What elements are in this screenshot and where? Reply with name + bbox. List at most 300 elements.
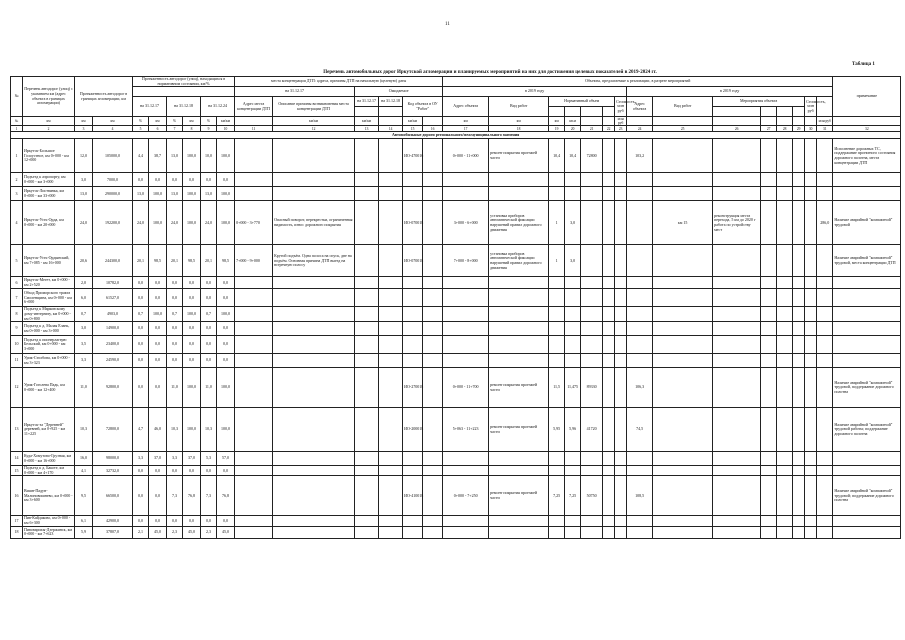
volume-2: 7,25 xyxy=(565,476,581,516)
table-row xyxy=(11,139,901,173)
volume-3 xyxy=(581,173,603,187)
road-length: 6,1 xyxy=(75,516,93,526)
works-type-2 xyxy=(713,173,761,187)
dtp-address xyxy=(235,187,273,201)
volume-2: 3,0 xyxy=(565,245,581,277)
unit-cell xyxy=(627,117,653,126)
norm-2017-km: 4,4 xyxy=(133,139,149,173)
smart-2 xyxy=(777,526,793,538)
table-row xyxy=(11,307,901,322)
norm-2024-pct: 76,8 xyxy=(217,476,235,516)
header-norm-3: на 31.12.24 xyxy=(201,97,235,117)
column-number-cell: 32 xyxy=(833,126,901,132)
cost-2019 xyxy=(627,245,653,277)
smart-3 xyxy=(793,173,805,187)
norm-2024-km: 0,0 xyxy=(201,277,217,289)
norm-2018-pct: 0,0 xyxy=(183,289,201,307)
norm-2024-km: 11,0 xyxy=(201,368,217,408)
norm-2017-km: 0,0 xyxy=(133,516,149,526)
works-type-2 xyxy=(713,452,761,466)
volume-4 xyxy=(603,476,615,516)
norm-2024-pct: 100,0 xyxy=(217,368,235,408)
row-note: Наличие аварийной "компактной" трудовой xyxy=(833,201,901,245)
road-name: Подъезд к пионерлагерю Бельский, км 0+000 - км 3+000 xyxy=(23,336,75,354)
cost-2019b xyxy=(817,476,833,516)
volume-4 xyxy=(603,466,615,476)
road-length: 3,0 xyxy=(75,173,93,187)
object-code xyxy=(403,516,423,526)
column-number-cell: 15 xyxy=(403,126,423,132)
volume-2 xyxy=(565,516,581,526)
road-name: Иркутск-Мегет, км 0+000 - км 2+520 xyxy=(23,277,75,289)
column-number-cell: 8 xyxy=(183,126,201,132)
norm-2018-km: 2,3 xyxy=(167,526,183,538)
norm-2017-pct: 0,0 xyxy=(149,277,167,289)
norm-2017-pct: 0,0 xyxy=(149,354,167,368)
object-address-2 xyxy=(653,245,713,277)
road-area: 42900,0 xyxy=(93,516,133,526)
works-type-2 xyxy=(713,368,761,408)
smart-4 xyxy=(805,408,817,452)
road-name: Иркутск-за "Деревней" деревней, км 0+925 - км 11+225 xyxy=(23,408,75,452)
object-code: ИО-070018 xyxy=(403,245,423,277)
works-type xyxy=(489,307,549,322)
dtp-cause: Крутой подъём. Одна полоса на спуск, две на подъём. Основная причина ДТП выезд на встречную полосу xyxy=(273,245,355,277)
header-norm-sub xyxy=(133,87,235,97)
road-length: 12,0 xyxy=(75,139,93,173)
norm-2017-pct: 0,0 xyxy=(149,466,167,476)
norm-2017-km: 0,0 xyxy=(133,354,149,368)
volume-2 xyxy=(565,187,581,201)
row-note: Исполнение дорожных ТС, поддержание проектного состояния дорожного полотна, места концентрации ДТП xyxy=(833,139,901,173)
volume-3 xyxy=(581,526,603,538)
dtp-address xyxy=(235,307,273,322)
object-address xyxy=(443,516,489,526)
norm-2017-pct: 0,0 xyxy=(149,336,167,354)
object-address xyxy=(443,526,489,538)
unit-cell: % xyxy=(133,117,149,126)
works-type-2: реконструкция места перехода, 5 км до 2020 г работа по устройству мест xyxy=(713,201,761,245)
row-note xyxy=(833,277,901,289)
column-number-cell: 14 xyxy=(379,126,403,132)
row-note xyxy=(833,452,901,466)
row-note: Наличие аварийной "компактной" трудовой; поддержание дорожного полотна xyxy=(833,476,901,516)
smart-3 xyxy=(793,476,805,516)
row-number: 9 xyxy=(11,322,23,336)
norm-2024-km: 10,0 xyxy=(201,139,217,173)
object-code: ИО-470016 xyxy=(403,139,423,173)
volume-4 xyxy=(603,322,615,336)
volume-4 xyxy=(603,452,615,466)
norm-2018-pct: 100,0 xyxy=(183,307,201,322)
column-number-cell: 18 xyxy=(489,126,549,132)
volume-3: 41720 xyxy=(581,408,603,452)
document-title: Перечень автомобильных дорог Иркутской агломерации и планируемых мероприятий на них для достижения целевых показателей в 2019-2024 гг. xyxy=(323,70,657,75)
volume-3 xyxy=(581,307,603,322)
norm-2018-pct: 100,0 xyxy=(183,408,201,452)
volume-4 xyxy=(603,201,615,245)
norm-2017-km: 4,7 xyxy=(133,408,149,452)
object-code-2 xyxy=(423,201,443,245)
dtp-address: 0+000 - 3+770 xyxy=(235,201,273,245)
volume-1 xyxy=(549,173,565,187)
dtp-2017 xyxy=(355,277,379,289)
header-dtp-1: на 31.12.17 xyxy=(235,87,355,97)
norm-2024-pct: 0,0 xyxy=(217,173,235,187)
header-obj-addr: Адрес объекта xyxy=(443,97,489,117)
smart-2 xyxy=(777,452,793,466)
norm-2024-km: 24,0 xyxy=(201,201,217,245)
smart-4 xyxy=(805,476,817,516)
dtp-cause xyxy=(273,307,355,322)
road-area: 98000,0 xyxy=(93,452,133,466)
norm-2018-pct: 0,0 xyxy=(183,277,201,289)
volume-2 xyxy=(565,289,581,307)
road-name: Иркутск-Листвянка, км 0+000 - км 33+000 xyxy=(23,187,75,201)
norm-2018-km: 7,3 xyxy=(167,476,183,516)
row-note xyxy=(833,516,901,526)
smart-1 xyxy=(761,322,777,336)
volume-3 xyxy=(581,452,603,466)
column-number-cell: 1 xyxy=(11,126,23,132)
norm-2024-km: 13,0 xyxy=(201,187,217,201)
volume-2: 11,475 xyxy=(565,368,581,408)
norm-2018-km: 13,0 xyxy=(167,139,183,173)
column-number-cell: 2 xyxy=(23,126,75,132)
smart-3 xyxy=(793,277,805,289)
table-label: Таблица 1 xyxy=(852,62,875,67)
unit-cell: км xyxy=(93,117,133,126)
volume-3 xyxy=(581,354,603,368)
header-norm-1: на 31.12.17 xyxy=(133,97,167,117)
norm-2018-km: 24,0 xyxy=(167,201,183,245)
dtp-2017 xyxy=(355,516,379,526)
dtp-2017 xyxy=(355,307,379,322)
norm-2024-pct: 0,0 xyxy=(217,289,235,307)
norm-2018-km: 0,0 xyxy=(167,277,183,289)
volume-5 xyxy=(615,516,627,526)
header-2019: в 2019 году xyxy=(443,87,627,97)
header-obj-addr-2: Адрес объекта xyxy=(627,97,653,117)
norm-2024-km: 20,1 xyxy=(201,245,217,277)
object-code: ИО-270018 xyxy=(403,368,423,408)
volume-4 xyxy=(603,336,615,354)
norm-2018-km: 0,0 xyxy=(167,336,183,354)
object-code xyxy=(403,526,423,538)
smart-2 xyxy=(777,307,793,322)
smart-1 xyxy=(761,516,777,526)
volume-4 xyxy=(603,245,615,277)
cost-2019b xyxy=(817,245,833,277)
volume-1: 11,5 xyxy=(549,368,565,408)
works-type xyxy=(489,277,549,289)
dtp-2017 xyxy=(355,336,379,354)
smart-2 xyxy=(777,289,793,307)
volume-1: 10,4 xyxy=(549,139,565,173)
column-number-cell: 13 xyxy=(355,126,379,132)
norm-2018-pct: 76,8 xyxy=(183,476,201,516)
volume-1 xyxy=(549,277,565,289)
volume-4 xyxy=(603,516,615,526)
object-code-2 xyxy=(423,322,443,336)
smart-4 xyxy=(805,354,817,368)
dtp-address xyxy=(235,173,273,187)
unit-cell xyxy=(581,117,603,126)
volume-3 xyxy=(581,322,603,336)
row-note xyxy=(833,289,901,307)
norm-2024-km: 0,0 xyxy=(201,173,217,187)
norm-2018-pct: 0,0 xyxy=(183,322,201,336)
unit-cell xyxy=(713,117,761,126)
volume-1 xyxy=(549,187,565,201)
norm-2018-pct: 100,0 xyxy=(183,139,201,173)
norm-2018-km: 0,0 xyxy=(167,173,183,187)
dtp-2018 xyxy=(379,452,403,466)
road-area: 192200,0 xyxy=(93,201,133,245)
norm-2017-km: 24,0 xyxy=(133,201,149,245)
smart-2 xyxy=(777,408,793,452)
volume-3: 89330 xyxy=(581,368,603,408)
road-name: Куда-Хомутово-Грузная, км 0+000 - км 16+000 xyxy=(23,452,75,466)
works-type xyxy=(489,322,549,336)
dtp-2018 xyxy=(379,408,403,452)
norm-2018-km: 0,0 xyxy=(167,289,183,307)
smart-3 xyxy=(793,245,805,277)
header-no: № xyxy=(11,77,23,117)
dtp-cause xyxy=(273,173,355,187)
norm-2024-pct: 100,0 xyxy=(217,187,235,201)
object-code-2 xyxy=(423,307,443,322)
norm-2018-pct: 0,0 xyxy=(183,354,201,368)
object-address xyxy=(443,452,489,466)
object-code: ИО-410018 xyxy=(403,476,423,516)
table-row xyxy=(11,289,901,307)
object-code xyxy=(403,277,423,289)
header-smart: Мероприятия объекта xyxy=(713,97,805,107)
cost-2019b xyxy=(817,452,833,466)
header-sub-5 xyxy=(581,107,603,117)
unit-cell: кв.м xyxy=(565,117,581,126)
object-address-2: км 15 xyxy=(653,201,713,245)
dtp-2018 xyxy=(379,368,403,408)
road-area: 72800,0 xyxy=(93,408,133,452)
norm-2024-pct: 100,0 xyxy=(217,408,235,452)
cost-2019 xyxy=(627,452,653,466)
norm-2024-km: 0,7 xyxy=(201,307,217,322)
smart-3 xyxy=(793,466,805,476)
row-note xyxy=(833,187,901,201)
object-code-2 xyxy=(423,277,443,289)
object-code xyxy=(403,187,423,201)
norm-2024-pct: 98,5 xyxy=(217,245,235,277)
object-code-2 xyxy=(423,466,443,476)
norm-2018-pct: 0,0 xyxy=(183,466,201,476)
volume-3 xyxy=(581,289,603,307)
cost-2019b xyxy=(817,173,833,187)
works-type xyxy=(489,173,549,187)
cost-2019 xyxy=(627,516,653,526)
object-code: ИО-200018 xyxy=(403,408,423,452)
norm-2024-km: 7,3 xyxy=(201,476,217,516)
norm-2024-km: 5,3 xyxy=(201,452,217,466)
table-row xyxy=(11,452,901,466)
cost-2019 xyxy=(627,354,653,368)
cost-2019b xyxy=(817,354,833,368)
object-address-2 xyxy=(653,173,713,187)
unit-cell: км/км xyxy=(403,117,423,126)
road-area: 14900,0 xyxy=(93,322,133,336)
dtp-cause xyxy=(273,289,355,307)
smart-4 xyxy=(805,336,817,354)
norm-2017-km: 0,0 xyxy=(133,336,149,354)
road-length: 9,5 xyxy=(75,476,93,516)
dtp-address xyxy=(235,277,273,289)
road-length: 3,3 xyxy=(75,354,93,368)
dtp-address xyxy=(235,368,273,408)
volume-3 xyxy=(581,466,603,476)
smart-4 xyxy=(805,277,817,289)
column-number-cell: 4 xyxy=(93,126,133,132)
norm-2017-pct: 0,0 xyxy=(149,516,167,526)
cost-2019b xyxy=(817,277,833,289)
road-name: Пив-Кайдаково, км 0+000 - км 6+300 xyxy=(23,516,75,526)
volume-3 xyxy=(581,516,603,526)
cost-2019 xyxy=(627,466,653,476)
smart-2 xyxy=(777,139,793,173)
volume-5 xyxy=(615,322,627,336)
road-name: Пивоварихы-Дзержинск, км 0+000 - км 7+623 xyxy=(23,526,75,538)
dtp-2018 xyxy=(379,322,403,336)
volume-3 xyxy=(581,187,603,201)
norm-2017-pct: 98,5 xyxy=(149,245,167,277)
norm-2024-pct: 100,0 xyxy=(217,307,235,322)
cost-2019: 74,5 xyxy=(627,408,653,452)
row-number: 5 xyxy=(11,245,23,277)
dtp-cause xyxy=(273,408,355,452)
row-note xyxy=(833,354,901,368)
volume-5 xyxy=(615,452,627,466)
cost-2019 xyxy=(627,201,653,245)
object-address xyxy=(443,187,489,201)
road-area: 92800,0 xyxy=(93,368,133,408)
dtp-2018 xyxy=(379,187,403,201)
norm-2024-km: 0,0 xyxy=(201,322,217,336)
object-address: 0+000 - 11+700 xyxy=(443,368,489,408)
volume-5 xyxy=(615,336,627,354)
column-number-cell: 21 xyxy=(581,126,603,132)
dtp-2018 xyxy=(379,354,403,368)
header-cost-2: Стоимость, млн руб xyxy=(805,97,817,117)
object-code xyxy=(403,307,423,322)
object-code xyxy=(403,336,423,354)
road-name: Иркутск-Усть-Ордынский, км 7+085 - км 16+000 xyxy=(23,245,75,277)
cost-2019 xyxy=(627,289,653,307)
road-area: 290000,0 xyxy=(93,187,133,201)
dtp-cause xyxy=(273,354,355,368)
object-code xyxy=(403,173,423,187)
cost-2019b xyxy=(817,289,833,307)
norm-2024-pct: 0,0 xyxy=(217,322,235,336)
volume-2 xyxy=(565,466,581,476)
object-code xyxy=(403,322,423,336)
dtp-2017 xyxy=(355,408,379,452)
object-code-2 xyxy=(423,187,443,201)
object-address xyxy=(443,173,489,187)
volume-1 xyxy=(549,466,565,476)
norm-2017-pct: 38,7 xyxy=(149,139,167,173)
object-code-2 xyxy=(423,476,443,516)
norm-2017-pct: 100,0 xyxy=(149,307,167,322)
dtp-address xyxy=(235,322,273,336)
norm-2017-pct: 100,0 xyxy=(149,187,167,201)
volume-4 xyxy=(603,187,615,201)
smart-3 xyxy=(793,307,805,322)
dtp-cause xyxy=(273,452,355,466)
column-number-cell: 28 xyxy=(777,126,793,132)
smart-4 xyxy=(805,187,817,201)
object-code: ИО-070018 xyxy=(403,201,423,245)
column-number-cell: 26 xyxy=(713,126,761,132)
cost-2019 xyxy=(627,187,653,201)
volume-1 xyxy=(549,322,565,336)
dtp-address xyxy=(235,289,273,307)
norm-2024-km: 2,3 xyxy=(201,526,217,538)
cost-2019: 103,2 xyxy=(627,139,653,173)
road-area: 37807,0 xyxy=(93,526,133,538)
cost-2019b xyxy=(817,336,833,354)
column-number-cell: 31 xyxy=(817,126,833,132)
column-number-cell: 5 xyxy=(133,126,149,132)
smart-3 xyxy=(793,289,805,307)
row-number: 18 xyxy=(11,526,23,538)
smart-1 xyxy=(761,173,777,187)
smart-4 xyxy=(805,201,817,245)
norm-2024-pct: 100,0 xyxy=(217,139,235,173)
object-address-2 xyxy=(653,526,713,538)
object-address: 7+000 - 8+000 xyxy=(443,245,489,277)
row-number: 10 xyxy=(11,336,23,354)
smart-4 xyxy=(805,307,817,322)
works-type-2 xyxy=(713,322,761,336)
volume-5 xyxy=(615,245,627,277)
object-address: 3+000 - 6+000 xyxy=(443,201,489,245)
smart-1 xyxy=(761,139,777,173)
smart-3 xyxy=(793,354,805,368)
object-address-2 xyxy=(653,187,713,201)
unit-cell xyxy=(653,117,713,126)
unit-cell: км xyxy=(75,117,93,126)
row-number: 15 xyxy=(11,466,23,476)
object-address-2 xyxy=(653,354,713,368)
unit-cell: км xyxy=(183,117,201,126)
cost-2019: 106,3 xyxy=(627,368,653,408)
works-type-2 xyxy=(713,289,761,307)
volume-4 xyxy=(603,526,615,538)
cost-2019b xyxy=(817,516,833,526)
norm-2017-km: 0,0 xyxy=(133,173,149,187)
road-name: Подъезд к д. Малая Елань, км 0+000 - км 3+000 xyxy=(23,322,75,336)
volume-1 xyxy=(549,289,565,307)
table-row xyxy=(11,476,901,516)
road-area: 23400,0 xyxy=(93,336,133,354)
table-row xyxy=(11,187,901,201)
norm-2017-pct: 100,0 xyxy=(149,201,167,245)
volume-4 xyxy=(603,139,615,173)
header-sub-8 xyxy=(761,107,777,117)
norm-2017-km: 0,0 xyxy=(133,289,149,307)
cost-2019: 108,5 xyxy=(627,476,653,516)
volume-5 xyxy=(615,368,627,408)
